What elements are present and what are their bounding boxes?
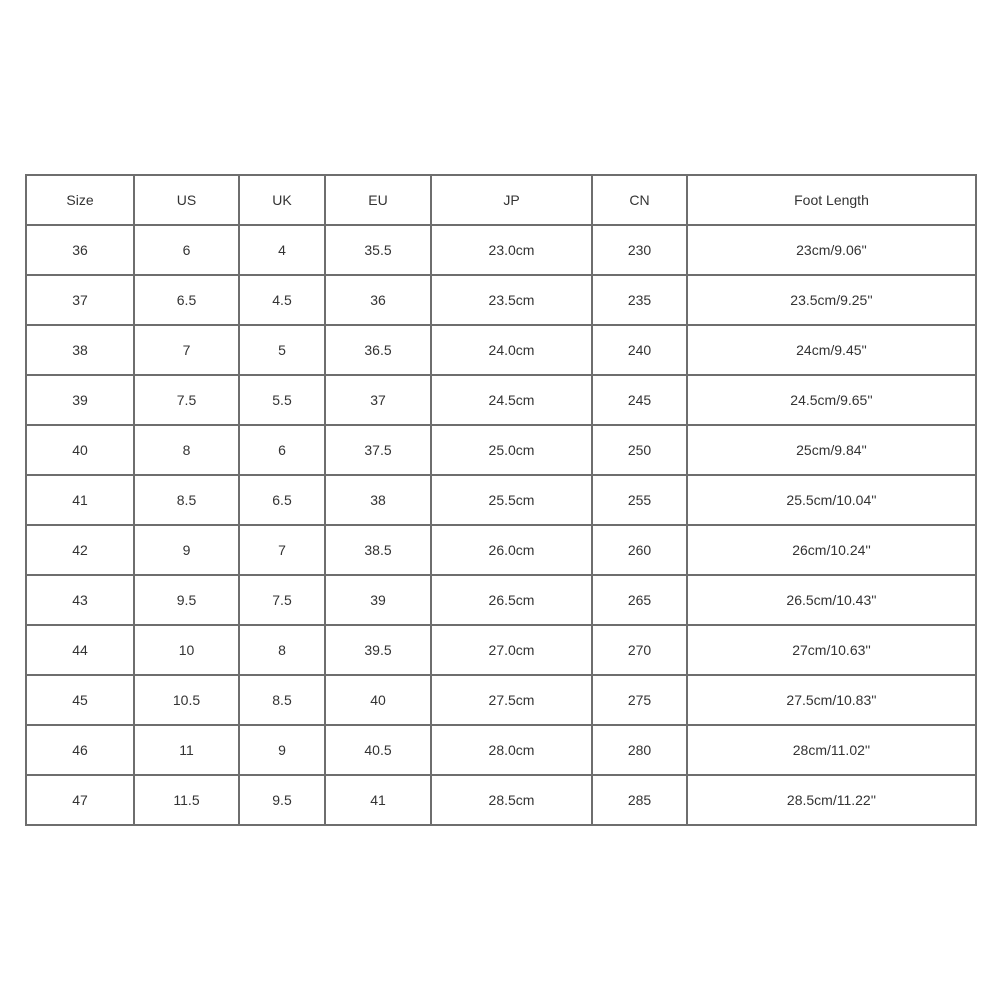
cell-cn: 235 bbox=[592, 275, 687, 325]
cell-us: 7.5 bbox=[134, 375, 239, 425]
cell-jp: 27.0cm bbox=[431, 625, 592, 675]
cell-foot-length: 24cm/9.45'' bbox=[687, 325, 976, 375]
cell-cn: 230 bbox=[592, 225, 687, 275]
cell-size: 36 bbox=[26, 225, 134, 275]
cell-size: 47 bbox=[26, 775, 134, 825]
cell-cn: 240 bbox=[592, 325, 687, 375]
cell-us: 7 bbox=[134, 325, 239, 375]
cell-jp: 26.5cm bbox=[431, 575, 592, 625]
cell-jp: 28.5cm bbox=[431, 775, 592, 825]
table-row bbox=[26, 525, 976, 575]
table-row bbox=[26, 725, 976, 775]
cell-eu: 39.5 bbox=[325, 625, 431, 675]
cell-uk: 6.5 bbox=[239, 475, 325, 525]
cell-cn: 280 bbox=[592, 725, 687, 775]
cell-foot-length: 24.5cm/9.65'' bbox=[687, 375, 976, 425]
cell-cn: 285 bbox=[592, 775, 687, 825]
cell-cn: 265 bbox=[592, 575, 687, 625]
cell-foot-length: 25cm/9.84'' bbox=[687, 425, 976, 475]
table-row bbox=[26, 275, 976, 325]
cell-eu: 40.5 bbox=[325, 725, 431, 775]
cell-jp: 24.0cm bbox=[431, 325, 592, 375]
cell-eu: 39 bbox=[325, 575, 431, 625]
header-cell-us: US bbox=[134, 175, 239, 225]
cell-size: 42 bbox=[26, 525, 134, 575]
cell-uk: 5 bbox=[239, 325, 325, 375]
cell-us: 11 bbox=[134, 725, 239, 775]
header-cell-cn: CN bbox=[592, 175, 687, 225]
cell-jp: 25.0cm bbox=[431, 425, 592, 475]
cell-uk: 4.5 bbox=[239, 275, 325, 325]
cell-cn: 275 bbox=[592, 675, 687, 725]
cell-size: 43 bbox=[26, 575, 134, 625]
cell-us: 6.5 bbox=[134, 275, 239, 325]
table-row bbox=[26, 775, 976, 825]
cell-foot-length: 23.5cm/9.25'' bbox=[687, 275, 976, 325]
table-row bbox=[26, 575, 976, 625]
cell-uk: 9 bbox=[239, 725, 325, 775]
cell-size: 37 bbox=[26, 275, 134, 325]
cell-foot-length: 27cm/10.63'' bbox=[687, 625, 976, 675]
table-row bbox=[26, 425, 976, 475]
cell-eu: 38.5 bbox=[325, 525, 431, 575]
cell-uk: 7.5 bbox=[239, 575, 325, 625]
size-chart-table bbox=[25, 174, 977, 826]
cell-size: 46 bbox=[26, 725, 134, 775]
cell-size: 40 bbox=[26, 425, 134, 475]
cell-foot-length: 28cm/11.02'' bbox=[687, 725, 976, 775]
cell-us: 6 bbox=[134, 225, 239, 275]
cell-size: 45 bbox=[26, 675, 134, 725]
cell-cn: 260 bbox=[592, 525, 687, 575]
table-row bbox=[26, 225, 976, 275]
cell-size: 41 bbox=[26, 475, 134, 525]
cell-eu: 35.5 bbox=[325, 225, 431, 275]
cell-us: 9 bbox=[134, 525, 239, 575]
cell-jp: 25.5cm bbox=[431, 475, 592, 525]
cell-foot-length: 28.5cm/11.22'' bbox=[687, 775, 976, 825]
cell-jp: 28.0cm bbox=[431, 725, 592, 775]
cell-us: 10.5 bbox=[134, 675, 239, 725]
cell-uk: 5.5 bbox=[239, 375, 325, 425]
cell-cn: 270 bbox=[592, 625, 687, 675]
cell-cn: 245 bbox=[592, 375, 687, 425]
cell-us: 9.5 bbox=[134, 575, 239, 625]
cell-jp: 24.5cm bbox=[431, 375, 592, 425]
table-row bbox=[26, 675, 976, 725]
cell-size: 44 bbox=[26, 625, 134, 675]
cell-uk: 8 bbox=[239, 625, 325, 675]
table-row bbox=[26, 325, 976, 375]
cell-eu: 38 bbox=[325, 475, 431, 525]
cell-foot-length: 27.5cm/10.83'' bbox=[687, 675, 976, 725]
header-cell-uk: UK bbox=[239, 175, 325, 225]
cell-eu: 36.5 bbox=[325, 325, 431, 375]
header-cell-eu: EU bbox=[325, 175, 431, 225]
header-row bbox=[26, 175, 976, 225]
cell-eu: 37 bbox=[325, 375, 431, 425]
cell-foot-length: 26.5cm/10.43'' bbox=[687, 575, 976, 625]
cell-eu: 40 bbox=[325, 675, 431, 725]
cell-cn: 250 bbox=[592, 425, 687, 475]
cell-uk: 9.5 bbox=[239, 775, 325, 825]
cell-jp: 23.0cm bbox=[431, 225, 592, 275]
cell-uk: 6 bbox=[239, 425, 325, 475]
cell-foot-length: 23cm/9.06'' bbox=[687, 225, 976, 275]
table-row bbox=[26, 475, 976, 525]
cell-jp: 26.0cm bbox=[431, 525, 592, 575]
cell-eu: 37.5 bbox=[325, 425, 431, 475]
cell-size: 38 bbox=[26, 325, 134, 375]
table-row bbox=[26, 625, 976, 675]
cell-size: 39 bbox=[26, 375, 134, 425]
cell-us: 11.5 bbox=[134, 775, 239, 825]
cell-eu: 36 bbox=[325, 275, 431, 325]
table-row bbox=[26, 375, 976, 425]
cell-jp: 27.5cm bbox=[431, 675, 592, 725]
header-cell-jp: JP bbox=[431, 175, 592, 225]
cell-foot-length: 26cm/10.24'' bbox=[687, 525, 976, 575]
cell-eu: 41 bbox=[325, 775, 431, 825]
header-cell-foot-length: Foot Length bbox=[687, 175, 976, 225]
cell-uk: 7 bbox=[239, 525, 325, 575]
cell-uk: 4 bbox=[239, 225, 325, 275]
cell-foot-length: 25.5cm/10.04'' bbox=[687, 475, 976, 525]
cell-jp: 23.5cm bbox=[431, 275, 592, 325]
header-cell-size: Size bbox=[26, 175, 134, 225]
cell-us: 8.5 bbox=[134, 475, 239, 525]
cell-us: 10 bbox=[134, 625, 239, 675]
cell-uk: 8.5 bbox=[239, 675, 325, 725]
cell-cn: 255 bbox=[592, 475, 687, 525]
size-chart-body bbox=[26, 175, 976, 825]
cell-us: 8 bbox=[134, 425, 239, 475]
